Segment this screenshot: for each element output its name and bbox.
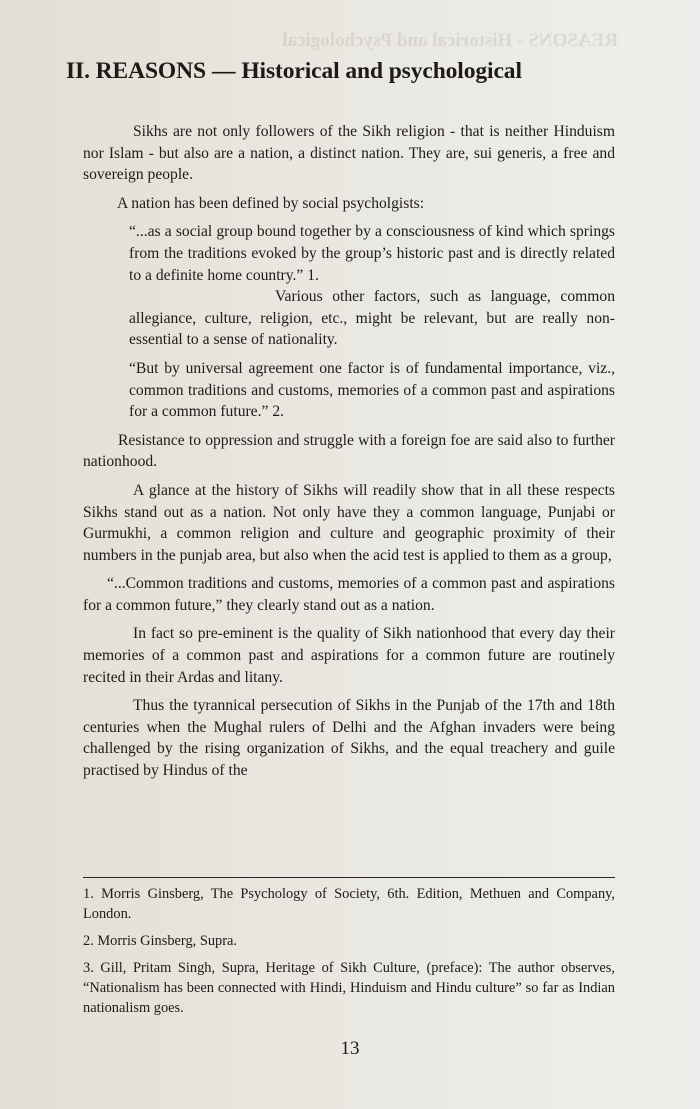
bleed-through-text: REASONS - Historical and Psychological — [282, 30, 618, 51]
footnote-1: 1. Morris Ginsberg, The Psychology of Society, 6th. Edition, Methuen and Company, London. — [83, 886, 615, 922]
quote-ginsberg-1: “...as a social group bound together by a consciousness of kind which springs from the traditions evoked by the group’s historic past and is directly related to a definite home country.” 1. — [129, 223, 615, 284]
page-number: 13 — [340, 1038, 360, 1059]
footnote-2: 2. Morris Ginsberg, Supra. — [83, 933, 238, 949]
chapter-title — [66, 58, 626, 85]
chapter-numeral: II. REASONS — [66, 58, 206, 84]
quote-ginsberg-2: “But by universal agreement one factor is of fundamental importance, viz., common traditions and customs, memories of a common past and aspirations for a common future.” 2. — [129, 359, 615, 421]
paragraph-resistance: Resistance to oppression and struggle with a foreign foe are said also to further nationhood. — [83, 431, 615, 471]
paragraph-glance-history: A glance at the history of Sikhs will readily show that in all these respects Sikhs stand out as a nation. Not only have they a common language, Punjabi or Gurmukhi, a common religion and culture and geographic proximity of their numbers in the punjab area, but also when the acid test is applied to them as a group, — [83, 481, 615, 564]
footnote-divider — [83, 877, 615, 878]
chapter-subtitle: Historical and psychological — [241, 58, 522, 84]
footnote-3: 3. Gill, Pritam Singh, Supra, Heritage of Sikh Culture, (preface): The author observes, “Nationalism has been connected with Hindi, Hinduism and Hindu culture” so far as Indian nationalism goes. — [83, 960, 615, 1016]
paragraph-persecution: Thus the tyrannical persecution of Sikhs in the Punjab of the 17th and 18th centuries when the Mughal rulers of Delhi and the Afghan invaders were being challenged by the rising organization of Sikhs, and the equal treachery and guile practised by Hindus of the — [83, 697, 615, 780]
paragraph-sikhs-nation: Sikhs are not only followers of the Sikh religion - that is neither Hinduism nor Islam - but also are a nation, a distinct nation. They are, sui generis, a free and sovereign people. — [83, 123, 615, 184]
footnotes — [83, 877, 615, 1025]
paragraph-other-factors: Various other factors, such as language, common allegiance, culture, religion, etc., might be relevant, but are really non-essential to a sense of nationality. — [129, 288, 615, 349]
title-dash: — — [211, 58, 236, 84]
paragraph-nation-definition: A nation has been defined by social psycholgists: — [117, 194, 425, 212]
paragraph-pre-eminent: In fact so pre-eminent is the quality of Sikh nationhood that every day their memories of a common past and aspirations for a common future are routinely recited in their Ardas and litany. — [83, 625, 615, 686]
quote-common-traditions: “...Common traditions and customs, memories of a common past and aspirations for a common future,” they clearly stand out as a nation. — [83, 575, 615, 614]
body-text — [83, 121, 615, 782]
